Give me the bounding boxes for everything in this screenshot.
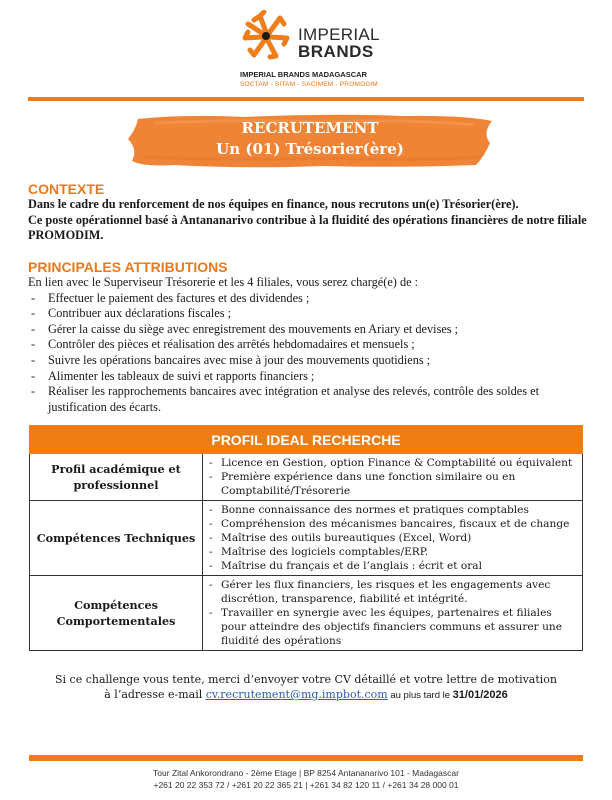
brand-name-line1: IMPERIAL: [298, 25, 380, 44]
list-item: - Maîtrise des logiciels comptables/ERP.: [207, 545, 578, 559]
list-item: - Réaliser les rapprochements bancaires avec intégration et analyse des relevés, contrôle des soldes et justification des écarts.: [28, 384, 588, 415]
list-item: - Licence en Gestion, option Finance & Comptabilité ou équivalent: [207, 456, 578, 470]
row-label: Profil académique et professionnel: [30, 454, 203, 501]
table-row: [30, 501, 583, 576]
list-item: - Compréhension des mécanismes bancaires, fiscaux et de change: [207, 517, 578, 531]
row-label: Compétences Comportementales: [30, 576, 203, 651]
banner-title: RECRUTEMENT: [241, 119, 379, 137]
email-link[interactable]: cv.recrutement@mg.impbot.com: [205, 688, 388, 701]
list-item: - Effectuer le paiement des factures et des dividendes ;: [28, 291, 588, 307]
subsidiaries-list: SOCTAM - SITAM - SACIMEM - PROMODIM: [240, 81, 378, 88]
cta-line1: Si ce challenge vous tente, merci d’envoyer votre CV détaillé et votre lettre de motivation: [54, 673, 558, 686]
list-item: - Contrôler des pièces et réalisation des arrêtés hebdomadaires et mensuels ;: [28, 337, 588, 353]
footer-address: Tour Zital Ankorondrano - 2ème Etage | BP 8254 Antananarivo 101 - Madagascar: [153, 768, 459, 778]
footer-divider: [29, 755, 583, 761]
attributions-intro: En lien avec le Superviseur Trésorerie et les 4 filiales, vous serez chargé(e) de :: [28, 275, 419, 289]
header-divider: [28, 97, 584, 101]
banner-position: Un (01) Trésorier(ère): [216, 140, 404, 158]
contexte-line: Ce poste opérationnel basé à Antananarivo contribue à la fluidité des opérations financières de notre filiale PROMODIM.: [28, 212, 587, 243]
row-content: [203, 576, 583, 651]
contexte-line: Dans le cadre du renforcement de nos équipes en finance, nous recrutons un(e) Trésorier(ère).: [28, 197, 519, 211]
footer: [0, 767, 612, 791]
list-item: - Travailler en synergie avec les équipes, partenaires et filiales pour atteindre des objectifs financiers communs et assurer une fluidité des opérations: [207, 606, 578, 648]
deadline-date: 31/01/2026: [452, 689, 508, 701]
cta-prefix: à l’adresse e-mail: [104, 688, 206, 701]
footer-phones: +261 20 22 353 72 / +261 20 22 365 21 | +261 34 82 120 11 / +261 34 28 000 01: [153, 780, 459, 790]
list-item: - Gérer la caisse du siège avec enregistrement des mouvements en Ariary et devises ;: [28, 322, 588, 338]
profile-table: [29, 425, 583, 651]
contexte-body: [28, 197, 588, 244]
profile-table-heading: PROFIL IDEAL RECHERCHE: [30, 426, 583, 454]
list-item: - Maîtrise du français et de l’anglais : écrit et oral: [207, 559, 578, 573]
attributions-heading: PRINCIPALES ATTRIBUTIONS: [28, 259, 228, 275]
recruitment-banner: [124, 113, 496, 169]
brand-name-line2: BRANDS: [298, 42, 374, 61]
list-item: - Contribuer aux déclarations fiscales ;: [28, 306, 588, 322]
row-content: [203, 454, 583, 501]
company-logo: [240, 10, 380, 100]
company-name: IMPERIAL BRANDS MADAGASCAR: [240, 70, 367, 79]
starburst-logo-icon: [240, 10, 292, 62]
row-label: Compétences Techniques: [30, 501, 203, 576]
attributions-body: [28, 275, 588, 415]
deadline-prefix: au plus tard le: [387, 690, 453, 701]
contexte-heading: CONTEXTE: [28, 181, 105, 197]
attributions-list: [28, 291, 588, 416]
application-instructions: [30, 672, 582, 703]
list-item: - Suivre les opérations bancaires avec mise à jour des mouvements quotidiens ;: [28, 353, 588, 369]
table-row: [30, 576, 583, 651]
table-row: [30, 454, 583, 501]
list-item: - Maîtrise des outils bureautiques (Excel, Word): [207, 531, 578, 545]
list-item: - Bonne connaissance des normes et pratiques comptables: [207, 503, 578, 517]
list-item: - Alimenter les tableaux de suivi et rapports financiers ;: [28, 369, 588, 385]
list-item: - Gérer les flux financiers, les risques et les engagements avec discrétion, transparence, fiabilité et intégrité.: [207, 578, 578, 606]
list-item: - Première expérience dans une fonction similaire ou en Comptabilité/Trésorerie: [207, 470, 578, 498]
row-content: [203, 501, 583, 576]
